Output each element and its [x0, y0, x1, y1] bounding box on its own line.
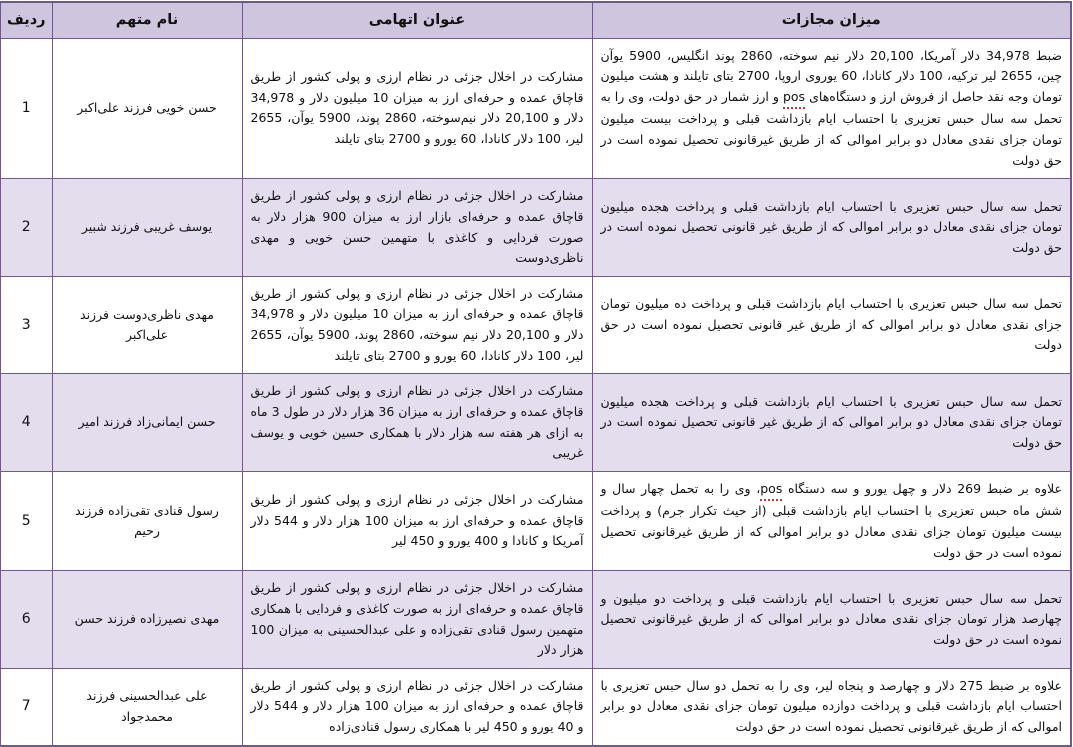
- cell-defendant-name: مهدی نصیرزاده فرزند حسن: [52, 571, 242, 669]
- cell-defendant-name: مهدی ناظری‌دوست فرزند علی‌اکبر: [52, 276, 242, 374]
- cell-defendant-name: علی عبدالحسینی فرزند محمدجواد: [52, 668, 242, 745]
- cell-penalty: تحمل سه سال حبس تعزیری با احتساب ایام بازداشت قبلی و پرداخت دو میلیون و چهارصد هزار تومان جزای نقدی معادل دو برابر اموالی که از طریق غیرقانونی تحصیل نموده است در حق دولت: [592, 571, 1071, 669]
- table-row: [0, 276, 1071, 374]
- cell-penalty: علاوه بر ضبط 269 دلار و چهل یورو و سه دستگاه pos، وی را به تحمل چهار سال و شش ماه حبس تعزیری با احتساب ایام بازداشت قبلی (از حیث تکرار جرم) و پرداخت بیست میلیون تومان جزای نقدی معادل دو برابر اموالی که از طریق غیرقانونی تحصیل نموده است در حق دولت: [592, 471, 1071, 571]
- column-header-row-number: ردیف: [0, 2, 52, 38]
- cell-row-number: 2: [0, 179, 52, 277]
- cell-defendant-name: حسن خویی فرزند علی‌اکبر: [52, 38, 242, 179]
- cell-charge: مشارکت در اخلال جزئی در نظام ارزی و پولی کشور از طریق قاچاق عمده و حرفه‌ای ارز به میزان 10 میلیون دلار و 34,978 دلار و 20,100 دلار نیم سوخته، 2860 پوند، 5900 یوآن، 2655 لیر، 100 دلار کانادا، 60 یورو و 2700 بتای تایلند: [242, 276, 592, 374]
- column-header-penalty: میزان مجازات: [592, 2, 1071, 38]
- cell-row-number: 4: [0, 374, 52, 472]
- cell-charge: مشارکت در اخلال جزئی در نظام ارزی و پولی کشور از طریق قاچاق عمده و حرفه‌ای بازار ارز به میزان 900 هزار دلار به صورت فردایی و کاغذی با متهمین حسن خویی و مهدی ناظری‌دوست: [242, 179, 592, 277]
- misspelled-word: pos: [783, 87, 805, 110]
- cell-charge: مشارکت در اخلال جزئی در نظام ارزی و پولی کشور از طریق قاچاق عمده و حرفه‌ای ارز به میزان 100 هزار دلار و 544 دلار آمریکا و کانادا و 400 یورو و 450 لیر: [242, 471, 592, 571]
- cell-charge: مشارکت در اخلال جزئی در نظام ارزی و پولی کشور از طریق قاچاق عمده و حرفه‌ای ارز به میزان 36 هزار دلار در طول 3 ماه به ازای هر هفته سه هزار دلار با همکاری حسین خویی و یوسف غریبی: [242, 374, 592, 472]
- cell-penalty: علاوه بر ضبط 275 دلار و چهارصد و پنجاه لیر، وی را به تحمل دو سال حبس تعزیری با احتساب ایام بازداشت قبلی و پرداخت دوازده میلیون تومان جزای نقدی معادل دو برابر اموالی که از طریق غیرقانونی تحصیل نموده است در حق دولت: [592, 668, 1071, 745]
- cell-penalty: تحمل سه سال حبس تعزیری با احتساب ایام بازداشت قبلی و پرداخت ده میلیون تومان جزای نقدی معادل دو برابر اموالی که از طریق غیر قانونی تحصیل نموده است در حق دولت: [592, 276, 1071, 374]
- cell-row-number: 7: [0, 668, 52, 745]
- cell-row-number: 3: [0, 276, 52, 374]
- table-row: [0, 38, 1071, 179]
- verdict-table: [0, 1, 1072, 747]
- cell-row-number: 1: [0, 38, 52, 179]
- cell-charge: مشارکت در اخلال جزئی در نظام ارزی و پولی کشور از طریق قاچاق عمده و حرفه‌ای ارز به صورت کاغذی و فردایی با همکاری متهمین رسول قنادی تقی‌زاده و علی عبدالحسینی به میزان 100 هزار دلار: [242, 571, 592, 669]
- cell-row-number: 5: [0, 471, 52, 571]
- table-header: [0, 2, 1071, 38]
- table-row: [0, 668, 1071, 745]
- cell-defendant-name: حسن ایمانی‌زاد فرزند امیر: [52, 374, 242, 472]
- cell-row-number: 6: [0, 571, 52, 669]
- cell-defendant-name: رسول قنادی تقی‌زاده فرزند رحیم: [52, 471, 242, 571]
- table-row: [0, 374, 1071, 472]
- table-row: [0, 571, 1071, 669]
- cell-penalty: ضبط 34,978 دلار آمریکا، 20,100 دلار نیم سوخته، 2860 پوند انگلیس، 5900 یوآن چین، 2655 لیر ترکیه، 100 دلار کانادا، 60 یوروی اروپا، 2700 بتای تایلند و هشت میلیون تومان وجه نقد حاصل از فروش ارز و دستگاه‌های pos و ارز شمار در حق دولت، وی را به تحمل سه سال حبس تعزیری با احتساب ایام بازداشت قبلی و پرداخت بیست میلیون تومان جزای نقدی معادل دو برابر اموالی که از طریق غیرقانونی تحصیل نموده است در حق دولت: [592, 38, 1071, 179]
- cell-charge: مشارکت در اخلال جزئی در نظام ارزی و پولی کشور از طریق قاچاق عمده و حرفه‌ای ارز به میزان 100 هزار دلار و 544 دلار و 40 یورو و 450 لیر با همکاری رسول قنادی‌زاده: [242, 668, 592, 745]
- cell-penalty: تحمل سه سال حبس تعزیری با احتساب ایام بازداشت قبلی و پرداخت هجده میلیون تومان جزای نقدی معادل دو برابر اموالی که از طریق غیر قانونی تحصیل نموده است در حق دولت: [592, 374, 1071, 472]
- cell-charge: مشارکت در اخلال جزئی در نظام ارزی و پولی کشور از طریق قاچاق عمده و حرفه‌ای ارز به میزان 10 میلیون دلار و 34,978 دلار و 20,100 دلار نیم‌سوخته، 2860 پوند، 5900 یوآن، 2655 لیر، 100 دلار کانادا، 60 یورو و 2700 بتای تایلند: [242, 38, 592, 179]
- table-row: [0, 471, 1071, 571]
- column-header-defendant-name: نام متهم: [52, 2, 242, 38]
- cell-penalty: تحمل سه سال حبس تعزیری با احتساب ایام بازداشت قبلی و پرداخت هجده میلیون تومان جزای نقدی معادل دو برابر اموالی که از طریق غیر قانونی تحصیل نموده است در حق دولت: [592, 179, 1071, 277]
- column-header-charge: عنوان اتهامی: [242, 2, 592, 38]
- cell-defendant-name: یوسف غریبی فرزند شبیر: [52, 179, 242, 277]
- misspelled-word: pos: [760, 479, 782, 502]
- table-body: [0, 38, 1071, 746]
- header-row: [0, 2, 1071, 38]
- table-row: [0, 179, 1071, 277]
